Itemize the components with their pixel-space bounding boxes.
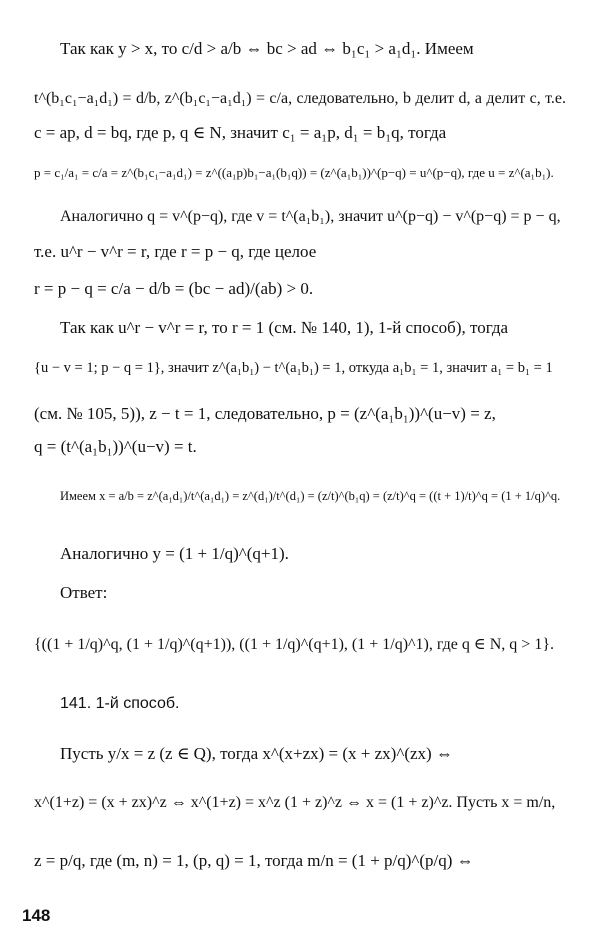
text-line: t^(b₁c₁−a₁d₁) = d/b, z^(b₁c₁−a₁d₁) = c/a, следовательно, b делит d, a делит c, т.е. [34,90,566,107]
text-line: Так как u^r − v^r = r, то r = 1 (см. № 140, 1), 1-й способ), тогда [60,318,509,337]
answer-label: Ответ: [60,583,108,602]
text-line: z = p/q, где (m, n) = 1, (p, q) = 1, тогда m/n = (1 + p/q)^(p/q) ⇔ [34,851,474,870]
text-line: Аналогично q = v^(p−q), где v = t^(a₁b₁), значит u^(p−q) − v^(p−q) = p − q, [60,208,561,225]
answer-formula: {((1 + 1/q)^q, (1 + 1/q)^(q+1)), ((1 + 1/q)^(q+1), (1 + 1/q)^1), где q ∈ N, q > 1}. [34,636,554,653]
formula-line: q = (t^(a₁b₁))^(u−v) = t. [34,437,197,456]
formula-line: {u − v = 1; p − q = 1}, значит z^(a₁b₁) − t^(a₁b₁) = 1, откуда a₁b₁ = 1, значит a₁ = b₁ = 1 [34,360,553,376]
formula-line: r = p − q = c/a − d/b = (bc − ad)/(ab) > 0. [34,279,314,298]
text-line: Аналогично y = (1 + 1/q)^(q+1). [60,544,289,563]
text-line: Пусть y/x = z (z ∈ Q), тогда x^(x+zx) = (x + zx)^(zx) ⇔ [60,744,453,763]
text-line: x^(1+z) = (x + zx)^z ⇔ x^(1+z) = x^z (1 + z)^z ⇔ x = (1 + z)^z. Пусть x = m/n, [34,794,556,811]
formula-line: Имеем x = a/b = z^(a₁d₁)/t^(a₁d₁) = z^(d₁)/t^(d₁) = (z/t)^(b₁q) = (z/t)^q = ((t + 1)/t)^q = (1 + 1/q)^q. [60,489,561,503]
formula-line: p = c₁/a₁ = c/a = z^(b₁c₁−a₁d₁) = z^((a₁p)b₁−a₁(b₁q)) = (z^(a₁b₁))^(p−q) = u^(p−q), где u = z^(a₁b₁). [34,165,554,180]
text-line: (см. № 105, 5)), z − t = 1, следовательно, p = (z^(a₁b₁))^(u−v) = z, [34,404,496,423]
text-line: c = ap, d = bq, где p, q ∈ N, значит c₁ = a₁p, d₁ = b₁q, тогда [34,123,447,142]
text-line: т.е. u^r − v^r = r, где r = p − q, где целое [34,242,317,261]
problem-heading: 141. 1-й способ. [60,695,180,712]
text-line: Так как y > x, то c/d > a/b ⇔ bc > ad ⇔ b₁c₁ > a₁d₁. Имеем [60,39,474,58]
page-number: 148 [22,906,51,925]
